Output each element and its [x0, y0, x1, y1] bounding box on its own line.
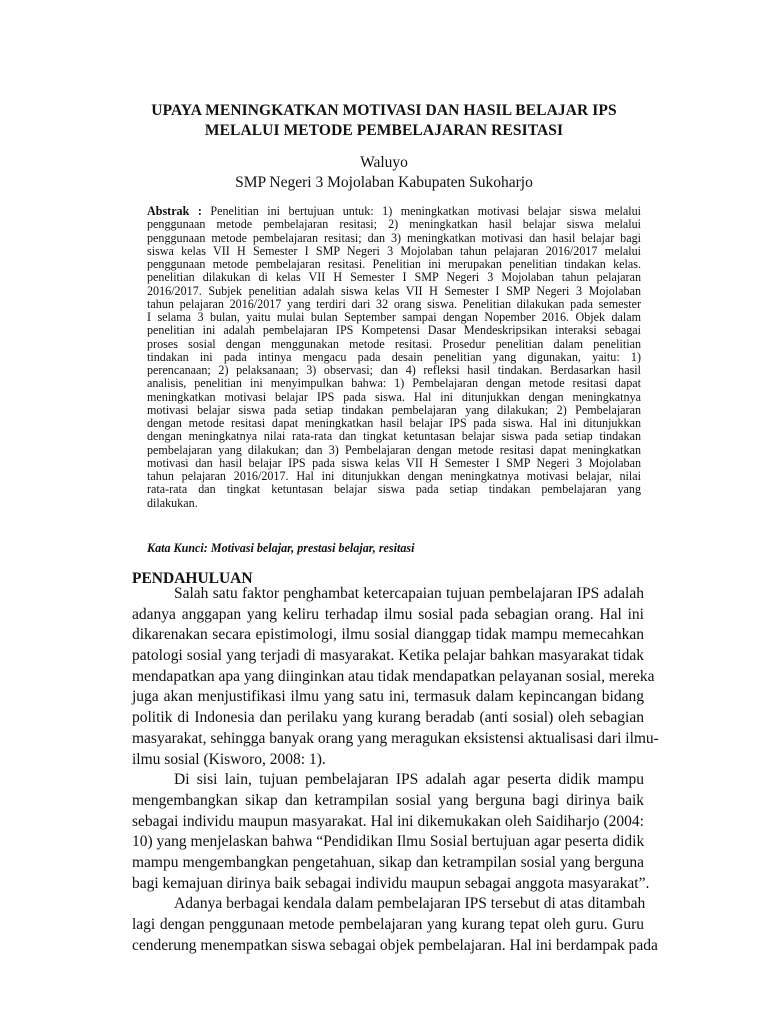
- abstract-line-text: penggunaan metode pembelajaran resitasi; dan 3) meningkatkan motivasi dan hasil belajar bagi: [147, 230, 641, 245]
- abstract-line-text: Penelitian ini bertujuan untuk: 1) meningkatkan motivasi belajar siswa melalui: [210, 204, 641, 218]
- abstract: [147, 205, 641, 510]
- keywords-label: Kata Kunci:: [147, 541, 208, 555]
- abstract-line-text: motivasi belajar siswa pada setiap tindakan pembelajaran yang dilakukan; 2) Pembelajaran: [147, 402, 641, 417]
- abstract-line-text: penggunaan metode pembelajaran resitasi. Penelitian ini merupakan penelitian tindakan kelas.: [147, 257, 641, 271]
- abstract-line: [147, 444, 641, 457]
- abstract-line-text: pembelajaran yang dilakukan; dan 3) Pembelajaran dengan metode resitasi dapat meningkatkan: [147, 442, 641, 457]
- abstract-line: [147, 245, 641, 258]
- abstract-line: [147, 404, 641, 417]
- abstract-line-text: tahun pelajaran 2016/2017 yang terdiri dari 32 orang siswa. Penelitian dilakukan pada semester: [147, 296, 641, 311]
- abstract-line: [147, 232, 641, 245]
- abstract-line-text: penelitian ini adalah pembelajaran IPS Kompetensi Dasar Mendeskripsikan interaksi sebagai: [147, 323, 641, 338]
- abstract-line: [147, 258, 641, 271]
- abstract-line-text: tindakan ini pada intinya mengacu pada desain penelitian yang digunakan, yaitu: 1): [147, 349, 641, 364]
- abstract-line: [147, 205, 641, 218]
- abstract-line-text: dilakukan.: [147, 495, 198, 510]
- abstract-line: [147, 285, 641, 298]
- body-text: [132, 584, 659, 956]
- body-line: lagi dengan penggunaan metode pembelajaran yang kurang tepat oleh guru. Guru: [132, 916, 644, 933]
- abstract-line: [147, 324, 641, 337]
- keywords: [147, 541, 641, 555]
- abstract-line: [147, 457, 641, 470]
- abstract-line: [147, 218, 641, 231]
- body-line: masyarakat, sehingga banyak orang yang meragukan eksistensi aktualisasi dari ilmu-: [132, 729, 659, 747]
- abstract-line-text: tahun pelajaran 2016/2017. Hal ini ditunjukkan dengan meningkatnya motivasi belajar, nilai: [147, 469, 641, 483]
- body-line: bagi kemajuan dirinya baik sebagai individu maupun sebagai anggota masyarakat”.: [132, 874, 650, 892]
- body-line: adanya anggapan yang keliru terhadap ilmu sosial pada sebagian orang. Hal ini: [132, 605, 644, 623]
- body-line: mengembangkan sikap dan ketrampilan sosial yang berguna bagi dirinya baik: [132, 791, 644, 809]
- abstract-line: [147, 338, 641, 351]
- abstract-line-text: rata-rata dan tingkat ketuntasan belajar siswa pada setiap tindakan pembelajaran yang: [147, 482, 641, 497]
- body-line: 10) yang menjelaskan bahwa “Pendidikan Ilmu Sosial bertujuan agar peserta didik: [132, 833, 645, 851]
- abstract-line-text: motivasi dan hasil belajar IPS pada siswa kelas VII H Semester I SMP Negeri 3 Mojolaban: [147, 455, 641, 470]
- body-line: juga akan menjustifikasi ilmu yang satu ini, termasuk dalam kepincangan bidang: [132, 688, 644, 706]
- abstract-line: [147, 430, 641, 443]
- abstract-line: [147, 351, 641, 364]
- abstract-line-text: proses sosial dengan menggunakan metode resitasi. Prosedur penelitian dalam penelitian: [147, 336, 641, 351]
- abstract-line: [147, 364, 641, 377]
- paper-title: [0, 101, 768, 141]
- abstract-line: [147, 497, 641, 510]
- abstract-line-text: penggunaan metode pembelajaran resitasi; 2) meningkatkan hasil belajar siswa melalui: [147, 217, 641, 232]
- abstract-line-text: dengan metode resitasi dapat meningkatkan hasil belajar IPS pada siswa. Hal ini ditunjukkan: [147, 416, 641, 430]
- abstract-line-text: dengan meningkatnya nilai rata-rata dan tingkat ketuntasan belajar siswa pada setiap tindakan: [147, 429, 641, 444]
- body-line: cenderung menempatkan siswa sebagai objek pembelajaran. Hal ini berdampak pada: [132, 936, 658, 954]
- author-affiliation: SMP Negeri 3 Mojolaban Kabupaten Sukoharjo: [235, 174, 533, 191]
- abstract-line-text: 2016/2017. Subjek penelitian adalah siswa kelas VII H Semester I SMP Negeri 3 Mojolaban: [147, 283, 641, 298]
- abstract-line: [147, 483, 641, 496]
- abstract-label: Abstrak :: [147, 204, 202, 218]
- body-line: patologi sosial yang terjadi di masyarakat. Ketika pelajar bahkan masyarakat tidak: [132, 647, 644, 665]
- body-line: mampu mengembangkan pengetahuan, sikap dan ketrampilan sosial yang berguna: [132, 853, 644, 871]
- abstract-line: [147, 391, 641, 404]
- abstract-line-text: penelitian dilakukan di kelas VII H Semester I SMP Negeri 3 Mojolaban tahun pelajaran: [147, 270, 641, 285]
- body-line: ilmu sosial (Kisworo, 2008: 1).: [132, 750, 326, 768]
- keywords-value: Motivasi belajar, prestasi belajar, resitasi: [210, 541, 415, 555]
- abstract-line: [147, 470, 641, 483]
- title-line: UPAYA MENINGKATKAN MOTIVASI DAN HASIL BELAJAR IPS: [151, 102, 617, 119]
- abstract-line-text: perencanaan; 2) pelaksanaan; 3) observasi; dan 4) refleksi hasil tindakan. Berdasarkan hasil: [147, 363, 641, 377]
- abstract-line: [147, 271, 641, 284]
- body-line: Adanya berbagai kendala dalam pembelajaran IPS tersebut di atas ditambah: [174, 895, 646, 913]
- body-line: dikarenakan secara epistimologi, ilmu sosial dianggap tidak mampu memecahkan: [132, 626, 644, 644]
- body-line: Di sisi lain, tujuan pembelajaran IPS adalah agar peserta didik mampu: [174, 771, 644, 789]
- title-line: MELALUI METODE PEMBELAJARAN RESITASI: [204, 122, 564, 139]
- section-heading: PENDAHULUAN: [132, 570, 253, 587]
- abstract-line: [147, 417, 641, 430]
- abstract-line-text: analisis, penelitian ini menyimpulkan bahwa: 1) Pembelajaran dengan metode resitasi dapat: [147, 376, 641, 391]
- abstract-line-text: meningkatkan motivasi belajar IPS pada siswa. Hal ini ditunjukkan dengan meningkatnya: [147, 389, 641, 404]
- body-line: sebagai individu maupun masyarakat. Hal ini dikemukakan oleh Saidiharjo (2004:: [132, 812, 644, 830]
- body-line: politik di Indonesia dan perilaku yang kurang beradab (anti sosial) oleh sebagian: [132, 709, 644, 727]
- author-name: Waluyo: [360, 154, 408, 171]
- abstract-line: [147, 311, 641, 324]
- author-block: [0, 153, 768, 193]
- abstract-line: [147, 298, 641, 311]
- abstract-line-text: I selama 3 bulan, yaitu mulai bulan September sampai dengan Nopember 2016. Objek dalam: [147, 310, 641, 324]
- abstract-line-text: siswa kelas VII H Semester I SMP Negeri 3 Mojolaban tahun pelajaran 2016/2017 melalui: [147, 243, 641, 258]
- body-line: Salah satu faktor penghambat ketercapaian tujuan pembelajaran IPS adalah: [174, 585, 644, 602]
- abstract-line: [147, 377, 641, 390]
- body-line: mendapatkan apa yang diinginkan atau tidak mendapatkan pelayanan sosial, mereka: [132, 667, 655, 685]
